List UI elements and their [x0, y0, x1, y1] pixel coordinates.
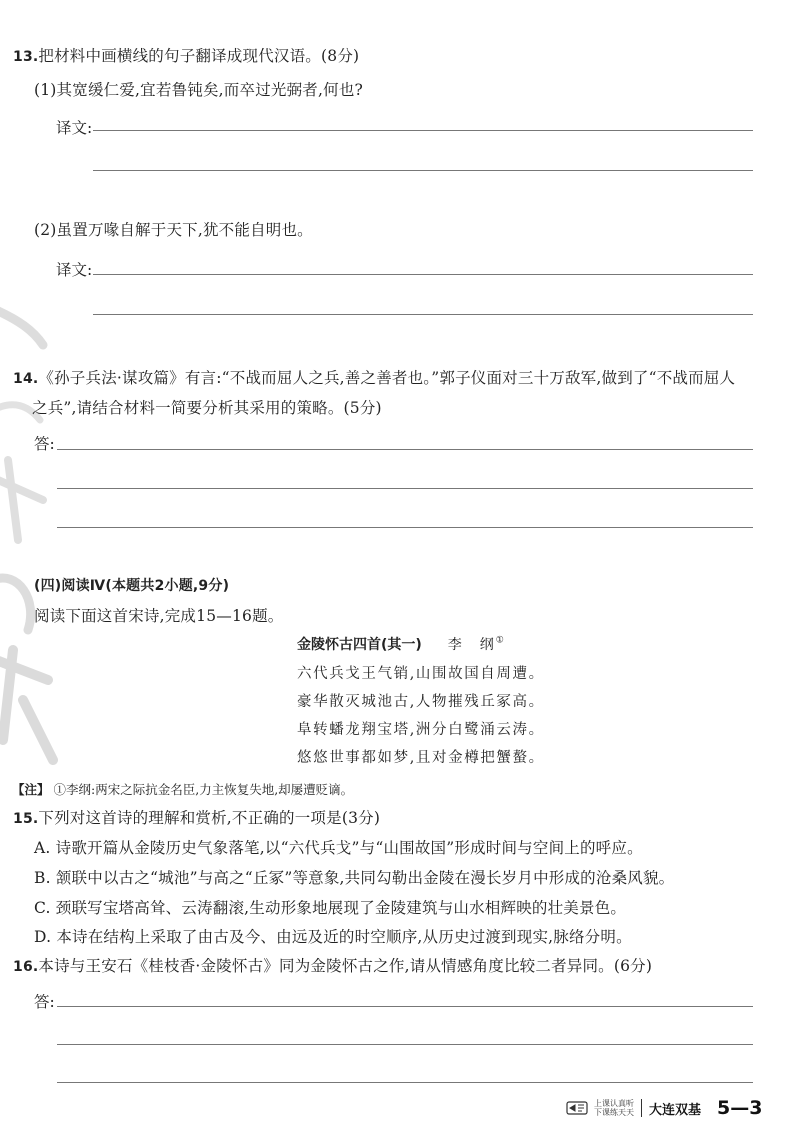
footer-slogan	[594, 1099, 634, 1117]
footer-divider	[641, 1099, 642, 1117]
answer-line[interactable]	[57, 449, 753, 450]
question-text: 下列对这首诗的理解和赏析,不正确的一项是(3分)	[38, 809, 381, 827]
answer-label: 答:	[34, 435, 55, 453]
annotation	[12, 780, 353, 798]
question-13-part-1: (1)其宽缓仁爱,宜若鲁钝矣,而卒过光弼者,何也?	[34, 81, 364, 99]
poem-line: 豪华散灭城池古,人物摧残丘冢高。	[297, 694, 545, 710]
section-instruction: 阅读下面这首宋诗,完成15—16题。	[34, 607, 284, 625]
question-number: 15.	[13, 811, 39, 827]
answer-line[interactable]	[93, 130, 753, 131]
poem-line: 阜转蟠龙翔宝塔,洲分白鹭涌云涛。	[297, 722, 545, 738]
question-14	[13, 366, 735, 388]
footer-brand: 大连双基	[649, 1102, 702, 1118]
question-text: 《孙子兵法·谋攻篇》有言:“不战而屈人之兵,善之善者也。”郭子仪面对三十万敌军,做到了“不战而屈人	[38, 369, 736, 387]
answer-line[interactable]	[57, 1006, 753, 1007]
section-heading: (四)阅读Ⅳ(本题共2小题,9分)	[34, 578, 230, 594]
question-16	[13, 954, 652, 976]
answer-line[interactable]	[57, 1044, 753, 1045]
question-text: 把材料中画横线的句子翻译成现代汉语。(8分)	[38, 47, 360, 65]
answer-line[interactable]	[57, 527, 753, 528]
question-15	[13, 806, 380, 828]
annotation-label: 【注】	[12, 782, 50, 797]
annotation-text: ①李纲:两宋之际抗金名臣,力主恢复失地,却屡遭贬谪。	[53, 782, 354, 797]
question-number: 13.	[13, 49, 39, 65]
answer-line[interactable]	[57, 488, 753, 489]
option-b[interactable]: B. 颔联中以古之“城池”与高之“丘冢”等意象,共同勾勒出金陵在漫长岁月中形成的沧桑风貌。	[34, 869, 675, 887]
footer	[566, 1094, 762, 1122]
footer-logo-icon	[566, 1099, 588, 1117]
poem-line: 悠悠世事都如梦,且对金樽把蟹螯。	[297, 750, 545, 766]
question-text: 本诗与王安石《桂枝香·金陵怀古》同为金陵怀古之作,请从情感角度比较二者异同。(6分)	[38, 957, 653, 975]
slogan-bottom: 下课练天天	[594, 1108, 634, 1117]
answer-line[interactable]	[93, 170, 753, 171]
question-number: 14.	[13, 371, 39, 387]
page-number: 5—3	[717, 1097, 763, 1119]
option-d[interactable]: D. 本诗在结构上采取了由古及今、由远及近的时空顺序,从历史过渡到现实,脉络分明。	[34, 928, 632, 946]
answer-label: 答:	[34, 993, 55, 1011]
poem-author: 李 纲	[447, 637, 496, 653]
answer-line[interactable]	[93, 274, 753, 275]
option-a[interactable]: A. 诗歌开篇从金陵历史气象落笔,以“六代兵戈”与“山围故国”形成时间与空间上的呼应。	[34, 839, 643, 857]
poem-title-row	[297, 634, 504, 654]
translation-label-2: 译文:	[56, 261, 93, 279]
question-13	[13, 44, 359, 66]
option-c[interactable]: C. 颈联写宝塔高耸、云涛翻滚,生动形象地展现了金陵建筑与山水相辉映的壮美景色。	[34, 899, 627, 917]
slogan-top: 上课认真听	[594, 1099, 634, 1108]
answer-line[interactable]	[57, 1082, 753, 1083]
answer-line[interactable]	[93, 314, 753, 315]
poem-line: 六代兵戈王气销,山围故国自周遭。	[297, 666, 545, 682]
author-footnote-mark: ①	[495, 635, 504, 646]
question-number: 16.	[13, 959, 39, 975]
question-14-line-2: 之兵”,请结合材料一简要分析其采用的策略。(5分)	[32, 399, 382, 417]
poem-title: 金陵怀古四首(其一)	[297, 637, 422, 653]
question-13-part-2: (2)虽置万喙自解于天下,犹不能自明也。	[34, 221, 313, 239]
translation-label-1: 译文:	[56, 119, 93, 137]
